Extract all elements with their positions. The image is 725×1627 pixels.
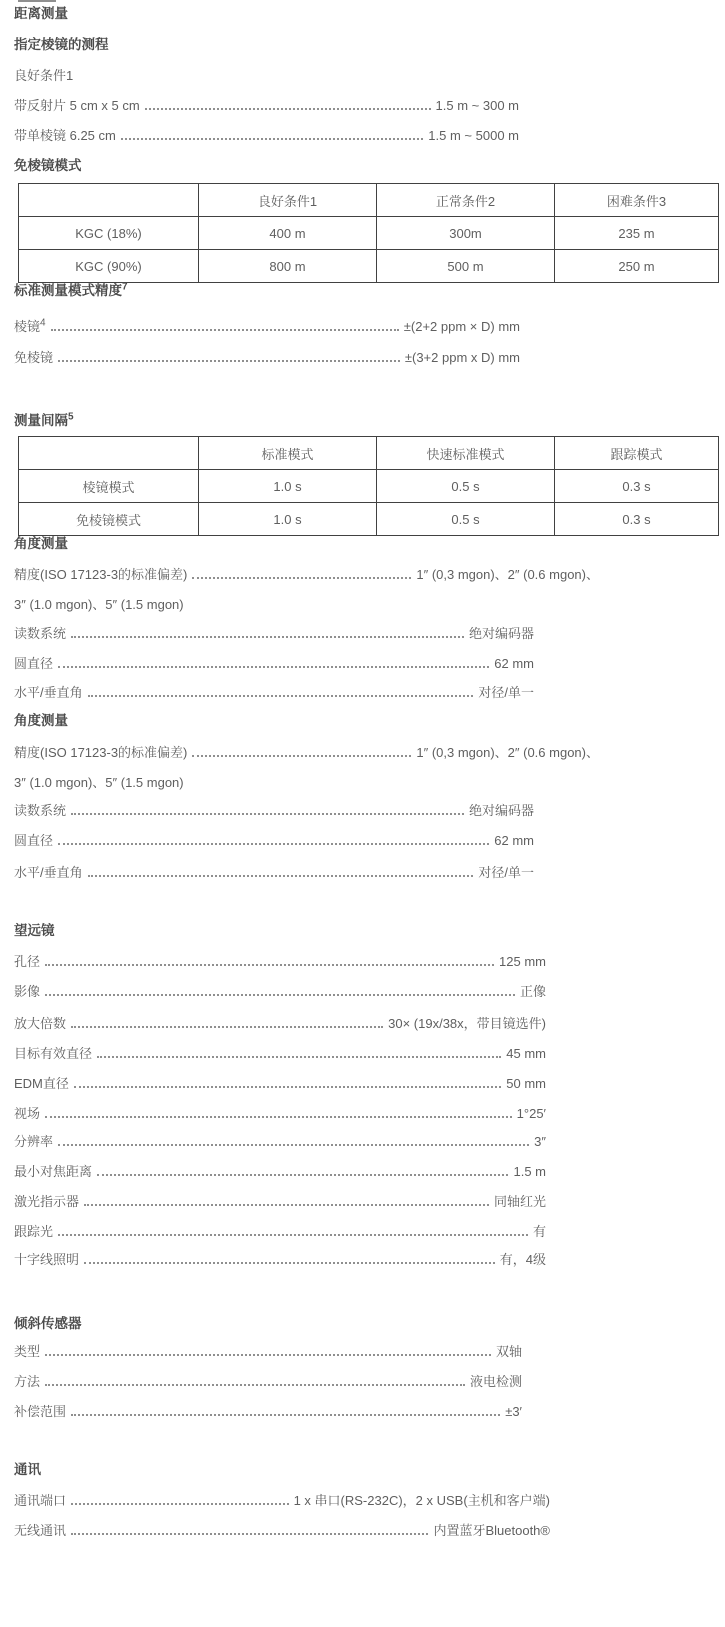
dot-leader — [88, 875, 474, 877]
row-header-cell: 免棱镜模式 — [19, 503, 199, 536]
spec-label: 孔径 — [14, 954, 41, 969]
section-title-distance: 距离测量 — [14, 6, 68, 21]
table-header-cell: 良好条件1 — [199, 184, 377, 217]
section-angle-2 — [14, 713, 725, 880]
spec-label: 带反射片 5 cm x 5 cm — [14, 98, 140, 113]
section-tilt-sensor — [14, 1316, 725, 1419]
spec-value: 对径/单一 — [478, 685, 534, 700]
spec-value: 绝对编码器 — [468, 803, 534, 818]
table-header-cell: 正常条件2 — [377, 184, 555, 217]
spec-label: 补偿范围 — [14, 1404, 67, 1419]
table-row — [19, 217, 719, 250]
table-cell: 0.3 s — [555, 470, 719, 503]
spec-value: ±(3+2 ppm x D) mm — [404, 350, 520, 365]
spec-line — [14, 1224, 546, 1239]
dot-leader — [121, 138, 423, 140]
section-title-tilt-sensor: 倾斜传感器 — [14, 1316, 82, 1331]
clipped-text-artifact — [18, 0, 56, 2]
spec-value: 125 mm — [499, 954, 546, 969]
dot-leader — [45, 994, 515, 996]
spec-value: 1 x 串口(RS-232C)，2 x USB(主机和客户端) — [293, 1493, 550, 1508]
spec-line — [14, 1076, 546, 1091]
dot-leader — [84, 1262, 495, 1264]
spec-label-text: 棱镜 — [14, 319, 41, 334]
table-cell: 500 m — [377, 250, 555, 283]
dot-leader — [74, 1086, 501, 1088]
spec-line — [14, 1523, 550, 1538]
spec-value: 1″ (0,3 mgon)、2″ (0.6 mgon)、 — [416, 567, 599, 582]
section-interval — [14, 413, 725, 536]
spec-label: 通讯端口 — [14, 1493, 67, 1508]
section-distance — [14, 6, 725, 283]
spec-label: 读数系统 — [14, 626, 67, 641]
spec-label: 最小对焦距离 — [14, 1164, 93, 1179]
dot-leader — [58, 666, 489, 668]
spec-value: 内置蓝牙Bluetooth® — [433, 1523, 550, 1538]
spec-label: EDM直径 — [14, 1076, 69, 1091]
section-title-angle: 角度测量 — [14, 536, 68, 551]
table-cell: 250 m — [555, 250, 719, 283]
spec-line — [14, 984, 546, 999]
dot-leader — [71, 1026, 383, 1028]
spec-value: 对径/单一 — [478, 865, 534, 880]
section-accuracy — [14, 283, 725, 365]
spec-value: 62 mm — [494, 656, 534, 671]
dot-leader — [58, 843, 489, 845]
spec-line — [14, 1106, 546, 1121]
spec-line — [14, 656, 534, 671]
spec-line — [14, 865, 534, 880]
dot-leader — [192, 755, 411, 757]
spec-label: 影像 — [14, 984, 41, 999]
dot-leader — [71, 1414, 500, 1416]
footnote-marker: 4 — [40, 317, 46, 329]
spec-line — [14, 128, 519, 143]
table-header-cell — [19, 437, 199, 470]
dot-leader — [84, 1204, 489, 1206]
spec-value: 正像 — [519, 984, 546, 999]
dot-leader — [71, 813, 464, 815]
spec-line — [14, 626, 534, 641]
spec-label: 激光指示器 — [14, 1194, 80, 1209]
spec-value: 3″ — [534, 1134, 546, 1149]
row-header-cell: 棱镜模式 — [19, 470, 199, 503]
spec-line — [14, 1046, 546, 1061]
footnote-marker: 7 — [122, 281, 128, 293]
dot-leader — [51, 329, 399, 331]
spec-label: 读数系统 — [14, 803, 67, 818]
dot-leader — [97, 1174, 508, 1176]
table-row — [19, 250, 719, 283]
dot-leader — [58, 360, 400, 362]
table-row — [19, 470, 719, 503]
spec-label: 视场 — [14, 1106, 41, 1121]
spec-value-continued: 3″ (1.0 mgon)、5″ (1.5 mgon) — [14, 597, 184, 612]
spec-value-continued: 3″ (1.0 mgon)、5″ (1.5 mgon) — [14, 775, 184, 790]
dot-leader — [58, 1234, 528, 1236]
measurement-interval-table — [18, 436, 719, 536]
spec-label: 分辨率 — [14, 1134, 54, 1149]
subsection-title-reflectorless: 免棱镜模式 — [14, 158, 82, 173]
table-header-cell: 快速标准模式 — [377, 437, 555, 470]
spec-line — [14, 1252, 546, 1267]
reflectorless-range-table — [18, 183, 719, 283]
spec-value: 绝对编码器 — [468, 626, 534, 641]
spec-label: 水平/垂直角 — [14, 865, 83, 880]
table-header-cell: 困难条件3 — [555, 184, 719, 217]
section-title-text: 标准测量模式精度 — [14, 283, 122, 298]
spec-label: 十字线照明 — [14, 1252, 80, 1267]
section-title-angle: 角度测量 — [14, 713, 68, 728]
spec-value: 1.5 m — [513, 1164, 546, 1179]
dot-leader — [88, 695, 474, 697]
spec-value: 液电检测 — [469, 1374, 522, 1389]
spec-value: 双轴 — [495, 1344, 522, 1359]
spec-value: 1.5 m ~ 5000 m — [428, 128, 519, 143]
dot-leader — [97, 1056, 501, 1058]
dot-leader — [45, 1384, 465, 1386]
spec-label: 放大倍数 — [14, 1016, 67, 1031]
spec-line — [14, 98, 519, 113]
spec-line — [14, 1016, 546, 1031]
spec-label: 圆直径 — [14, 833, 54, 848]
spec-value: 同轴红光 — [493, 1194, 546, 1209]
section-telescope — [14, 923, 725, 1267]
table-cell: 1.0 s — [199, 503, 377, 536]
section-angle-1 — [14, 536, 725, 700]
table-cell: 300m — [377, 217, 555, 250]
spec-value: ±3′ — [505, 1404, 522, 1419]
spec-line — [14, 1404, 522, 1419]
spec-line — [14, 319, 520, 334]
spec-value: ±(2+2 ppm × D) mm — [403, 319, 520, 334]
spec-value: 1.5 m ~ 300 m — [435, 98, 519, 113]
spec-value: 1″ (0,3 mgon)、2″ (0.6 mgon)、 — [416, 745, 599, 760]
dot-leader — [45, 1354, 491, 1356]
spec-value: 62 mm — [494, 833, 534, 848]
condition-label: 良好条件1 — [14, 68, 74, 83]
spec-line-precision — [14, 567, 599, 582]
table-header-cell: 标准模式 — [199, 437, 377, 470]
spec-line — [14, 1493, 550, 1508]
dot-leader — [71, 1503, 289, 1505]
footnote-marker: 5 — [68, 411, 74, 423]
section-title-interval — [14, 413, 725, 428]
spec-label: 带单棱镜 6.25 cm — [14, 128, 116, 143]
spec-label — [14, 319, 46, 334]
spec-label: 免棱镜 — [14, 350, 54, 365]
spec-label: 水平/垂直角 — [14, 685, 83, 700]
dot-leader — [71, 1533, 428, 1535]
table-cell: 0.5 s — [377, 470, 555, 503]
table-header-row — [19, 437, 719, 470]
dot-leader — [45, 964, 494, 966]
spec-value: 45 mm — [506, 1046, 546, 1061]
dot-leader — [45, 1116, 512, 1118]
table-cell: 400 m — [199, 217, 377, 250]
table-header-row — [19, 184, 719, 217]
spec-line — [14, 350, 520, 365]
spec-value: 1°25′ — [516, 1106, 546, 1121]
spec-line — [14, 1164, 546, 1179]
spec-label: 方法 — [14, 1374, 41, 1389]
spec-line — [14, 1134, 546, 1149]
spec-line — [14, 833, 534, 848]
section-title-text: 测量间隔 — [14, 413, 68, 428]
table-cell: 235 m — [555, 217, 719, 250]
spec-label: 无线通讯 — [14, 1523, 67, 1538]
spec-line-precision — [14, 745, 599, 760]
table-header-cell: 跟踪模式 — [555, 437, 719, 470]
section-communication — [14, 1462, 725, 1538]
spec-value: 50 mm — [506, 1076, 546, 1091]
spec-line — [14, 803, 534, 818]
spec-value: 有，4级 — [499, 1252, 546, 1267]
spec-line — [14, 1344, 522, 1359]
section-title-telescope: 望远镜 — [14, 923, 55, 938]
dot-leader — [71, 636, 464, 638]
spec-label: 精度(ISO 17123-3的标准偏差) — [14, 567, 188, 582]
spec-line — [14, 1374, 522, 1389]
spec-label: 精度(ISO 17123-3的标准偏差) — [14, 745, 188, 760]
spec-label: 跟踪光 — [14, 1224, 54, 1239]
row-header-cell: KGC (18%) — [19, 217, 199, 250]
dot-leader — [58, 1144, 529, 1146]
row-header-cell: KGC (90%) — [19, 250, 199, 283]
table-cell: 0.5 s — [377, 503, 555, 536]
dot-leader — [145, 108, 431, 110]
spec-label: 目标有效直径 — [14, 1046, 93, 1061]
table-cell: 1.0 s — [199, 470, 377, 503]
table-header-cell — [19, 184, 199, 217]
spec-value: 30× (19x/38x，带目镜选件) — [388, 1016, 546, 1031]
spec-line — [14, 685, 534, 700]
subsection-title-prism-range: 指定棱镜的测程 — [14, 37, 109, 52]
spec-line — [14, 1194, 546, 1209]
section-title-accuracy — [14, 283, 725, 298]
spec-value: 有 — [532, 1224, 546, 1239]
section-title-communication: 通讯 — [14, 1462, 41, 1477]
spec-line — [14, 954, 546, 969]
table-row — [19, 503, 719, 536]
table-cell: 800 m — [199, 250, 377, 283]
spec-label: 圆直径 — [14, 656, 54, 671]
spec-label: 类型 — [14, 1344, 41, 1359]
table-cell: 0.3 s — [555, 503, 719, 536]
dot-leader — [192, 577, 411, 579]
